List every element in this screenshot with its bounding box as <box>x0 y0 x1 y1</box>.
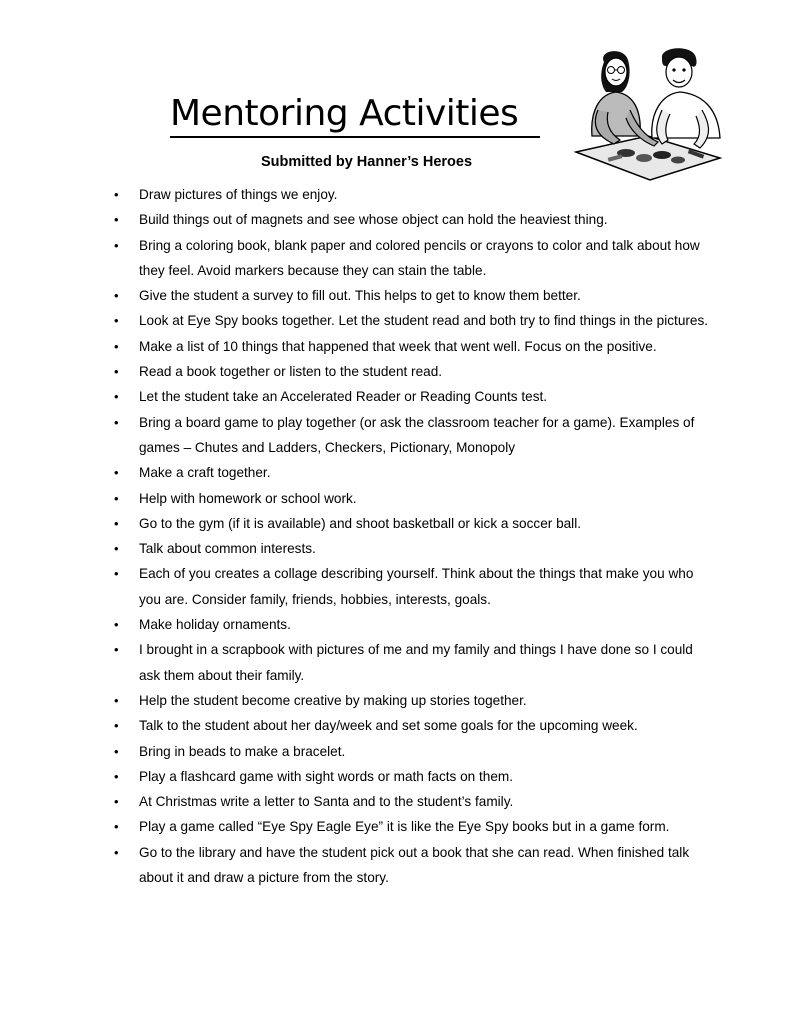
list-item <box>114 359 714 384</box>
bullet-icon: • <box>114 313 119 329</box>
list-item-text: Talk about common interests. <box>139 541 316 557</box>
list-item <box>114 511 714 536</box>
bullet-icon: • <box>114 288 119 304</box>
list-item-text: Bring a board game to play together (or ask the classroom teacher for a game). Examples of games – Chutes and Ladders, Checkers, Pictionary, Monopoly <box>139 414 695 455</box>
list-item-text: Look at Eye Spy books together. Let the student read and both try to find things in the pictures. <box>139 313 709 329</box>
bullet-icon: • <box>114 364 119 380</box>
list-item <box>114 814 714 839</box>
list-item <box>114 612 714 637</box>
bullet-icon: • <box>114 541 119 557</box>
list-item <box>114 713 714 738</box>
list-item-text: Talk to the student about her day/week and set some goals for the upcoming week. <box>139 718 638 734</box>
bullet-icon: • <box>114 465 119 481</box>
list-item-text: Bring a coloring book, blank paper and colored pencils or crayons to color and talk about how they feel. Avoid markers because they can stain the table. <box>139 237 700 278</box>
list-item-text: Help the student become creative by making up stories together. <box>139 692 527 708</box>
list-item-text: Make a list of 10 things that happened that week that went well. Focus on the positive. <box>139 338 657 354</box>
bullet-icon: • <box>114 844 119 860</box>
bullet-icon: • <box>114 768 119 784</box>
list-item <box>114 283 714 308</box>
bullet-icon: • <box>114 794 119 810</box>
bullet-icon: • <box>114 237 119 253</box>
list-item <box>114 561 714 612</box>
bullet-icon: • <box>114 819 119 835</box>
list-item <box>114 308 714 333</box>
list-item <box>114 207 714 232</box>
list-item <box>114 764 714 789</box>
list-item-text: Let the student take an Accelerated Reader or Reading Counts test. <box>139 389 548 405</box>
list-item <box>114 334 714 359</box>
list-item-text: Help with homework or school work. <box>139 490 357 506</box>
list-item <box>114 486 714 511</box>
list-item <box>114 840 714 891</box>
bullet-icon: • <box>114 515 119 531</box>
bullet-icon: • <box>114 414 119 430</box>
list-item <box>114 688 714 713</box>
list-item-text: Each of you creates a collage describing yourself. Think about the things that make you who you are. Consider family, friends, hobbies, interests, goals. <box>139 566 694 607</box>
list-item <box>114 637 714 688</box>
list-item-text: Make holiday ornaments. <box>139 617 291 633</box>
bullet-icon: • <box>114 187 119 202</box>
bullet-icon: • <box>114 692 119 708</box>
list-item-text: Draw pictures of things we enjoy. <box>139 187 338 202</box>
list-item-text: Go to the gym (if it is available) and shoot basketball or kick a soccer ball. <box>139 515 582 531</box>
bullet-icon: • <box>114 389 119 405</box>
list-item <box>114 739 714 764</box>
page-title: Mentoring Activities <box>170 92 540 138</box>
list-item <box>114 536 714 561</box>
bullet-icon: • <box>114 617 119 633</box>
list-item-text: Bring in beads to make a bracelet. <box>139 743 346 759</box>
bullet-icon: • <box>114 743 119 759</box>
activity-list <box>114 182 714 890</box>
list-item <box>114 789 714 814</box>
list-item-text: I brought in a scrapbook with pictures of me and my family and things I have done so I could ask them about their family. <box>139 642 693 683</box>
list-item <box>114 233 714 284</box>
list-item-text: Build things out of magnets and see whose object can hold the heaviest thing. <box>139 212 608 228</box>
bullet-icon: • <box>114 490 119 506</box>
list-item-text: Play a game called “Eye Spy Eagle Eye” it is like the Eye Spy books but in a game form. <box>139 819 670 835</box>
list-item <box>114 182 714 207</box>
bullet-icon: • <box>114 212 119 228</box>
list-item-text: Go to the library and have the student pick out a book that she can read. When finished talk about it and draw a picture from the story. <box>139 844 690 886</box>
subtitle: Submitted by Hanner’s Heroes <box>260 154 473 170</box>
list-item-text: At Christmas write a letter to Santa and to the student’s family. <box>139 794 514 810</box>
bullet-icon: • <box>114 566 119 582</box>
list-item-text: Read a book together or listen to the student read. <box>139 364 443 380</box>
list-item <box>114 410 714 461</box>
list-item-text: Play a flashcard game with sight words or math facts on them. <box>139 768 513 784</box>
list-item <box>114 460 714 485</box>
list-item-text: Make a craft together. <box>139 465 271 481</box>
list-item-text: Give the student a survey to fill out. This helps to get to know them better. <box>139 288 581 304</box>
bullet-icon: • <box>114 718 119 734</box>
bullet-icon: • <box>114 338 119 354</box>
list-item <box>114 384 714 409</box>
bullet-icon: • <box>114 642 119 658</box>
